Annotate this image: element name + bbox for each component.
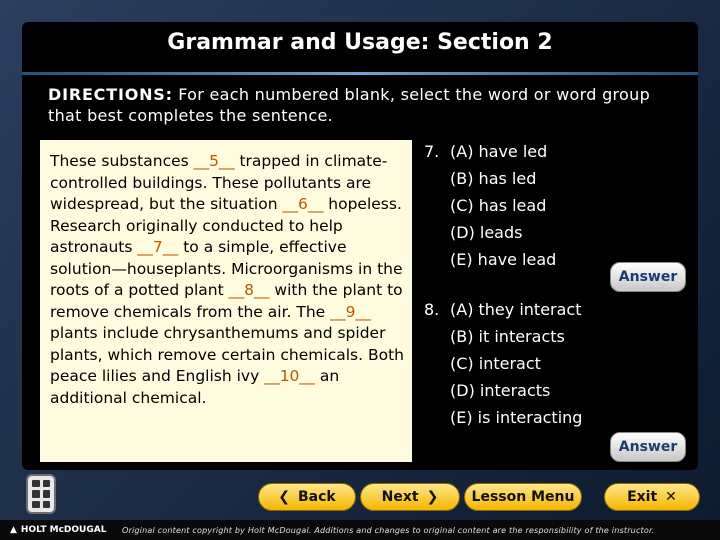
slide-title: Grammar and Usage: Section 2 <box>167 30 553 55</box>
publisher-logo <box>0 525 122 535</box>
question-7 <box>424 138 556 273</box>
passage-segment: with the plant to remove chemicals from the air. The <box>50 281 403 321</box>
option-e[interactable]: (E) is interacting <box>450 408 583 427</box>
option-b[interactable]: (B) it interacts <box>450 327 565 346</box>
passage-blank: __6__ <box>282 195 324 213</box>
option-b[interactable]: (B) has led <box>450 169 537 188</box>
passage-box <box>40 140 412 462</box>
logo-text: HOLT McDOUGAL <box>20 525 107 535</box>
back-button[interactable] <box>258 483 356 511</box>
option-d[interactable]: (D) interacts <box>450 381 551 400</box>
question-number: 8. <box>424 300 440 319</box>
passage-segment: These substances <box>50 152 194 170</box>
directions <box>48 84 668 126</box>
chevron-left-icon: ❮ <box>278 489 290 505</box>
passage-segment: to a simple, effective solution—houseplants. Microorganisms in the roots of a potted plant <box>50 238 403 299</box>
passage-blank: __9__ <box>330 302 372 321</box>
option-c[interactable]: (C) interact <box>450 354 541 373</box>
option-c[interactable]: (C) has lead <box>450 196 547 215</box>
back-label: Back <box>298 489 336 505</box>
footer-bar <box>0 520 720 540</box>
question-number: 7. <box>424 142 440 161</box>
chevron-right-icon: ❯ <box>426 489 439 505</box>
copyright-note: Original content copyright by Holt McDougal. Additions and changes to original content are the responsibility of the instructor. <box>122 525 655 535</box>
logo-mark-icon: ▲ <box>10 525 17 535</box>
next-label: Next <box>381 489 419 505</box>
directions-label: DIRECTIONS: <box>48 85 173 104</box>
directions-text: For each numbered blank, select the word or word group that best completes the sentence. <box>48 85 651 125</box>
passage-blank: __10__ <box>264 367 315 385</box>
option-e[interactable]: (E) have lead <box>450 250 557 269</box>
remote-control-icon[interactable] <box>26 474 56 514</box>
option-d[interactable]: (D) leads <box>450 223 523 242</box>
passage-segment: an additional chemical. <box>50 367 340 407</box>
passage-blank: __8__ <box>228 281 270 299</box>
next-button[interactable] <box>360 483 460 511</box>
passage-segment: trapped in climate-controlled buildings. These pollutants are widespread, but the situation <box>50 152 388 213</box>
lesson-menu-button[interactable] <box>464 483 582 511</box>
lesson-menu-label: Lesson Menu <box>471 489 575 505</box>
question-8 <box>424 296 582 431</box>
passage-blank: __7__ <box>137 238 179 256</box>
passage-text <box>50 151 404 409</box>
answer-button-q7[interactable]: Answer <box>610 262 686 292</box>
passage-segment: plants include chrysanthemums and spider plants, which remove certain chemicals. Both peace lilies and English ivy <box>50 324 404 385</box>
close-icon: ✕ <box>665 489 677 505</box>
option-a[interactable]: (A) have led <box>450 142 548 161</box>
title-divider <box>22 72 698 75</box>
passage-blank: __5__ <box>193 152 235 170</box>
answer-button-q8[interactable]: Answer <box>610 432 686 462</box>
passage-segment: hopeless. Research originally conducted to help astronauts <box>50 195 402 256</box>
option-a[interactable]: (A) they interact <box>450 300 582 319</box>
exit-label: Exit <box>627 489 658 505</box>
exit-button[interactable] <box>604 483 700 511</box>
